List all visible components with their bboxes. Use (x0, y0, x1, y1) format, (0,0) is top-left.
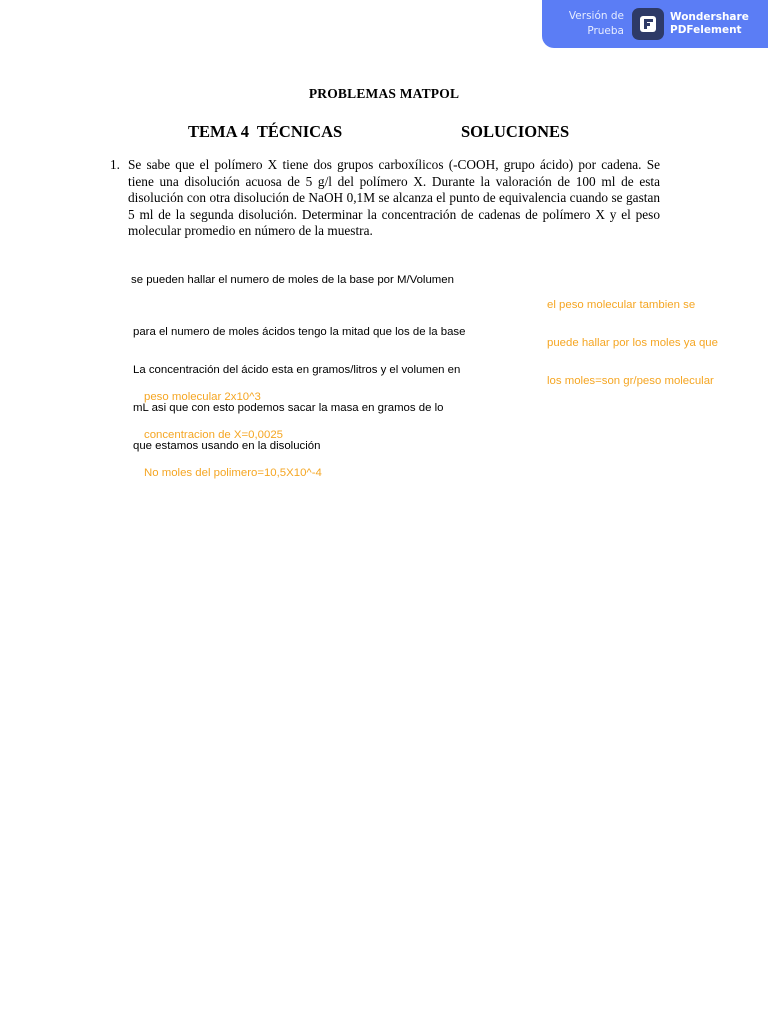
pdfelement-logo-icon (632, 8, 664, 40)
brand-line1: Wondershare (670, 11, 749, 23)
problem-number: 1. (110, 157, 120, 172)
annotation-side-line: el peso molecular tambien se (547, 299, 696, 312)
annotation-side-note (547, 274, 718, 413)
trial-label-line1: Versión de (568, 10, 624, 22)
annotation-results-line: No moles del polimero=10,5X10^-4 (144, 466, 322, 479)
annotation-acids-line: mL asi que con esto podemos sacar la masa en gramos de lo (133, 401, 444, 414)
document-title: PROBLEMAS MATPOL (308, 86, 460, 101)
trial-label-line2: Prueba (587, 25, 624, 37)
annotation-side-line: puede hallar por los moles ya que (547, 336, 718, 349)
annotation-acids-line: para el numero de moles ácidos tengo la mitad que los de la base (133, 326, 466, 339)
brand-line2: PDFelement (670, 24, 742, 36)
section-heading-right: SOLUCIONES (461, 122, 570, 141)
annotation-side-line: los moles=son gr/peso molecular (547, 374, 714, 387)
annotation-moles-base: se pueden hallar el numero de moles de la base por M/Volumen (131, 274, 454, 286)
annotation-results-line: peso molecular 2x10^3 (144, 391, 261, 404)
problem-statement: Se sabe que el polímero X tiene dos grupos carboxílicos (-COOH, grupo ácido) por cadena. Se tiene una disolución acuosa de 5 g/l del polímero X. Durante la valoración de 100 ml de esta disolución con otra disolución de NaOH 0,1M se alcanza el punto de equivalencia cuando se gastan 5 ml de la segunda disolución. Determinar la concentración de cadenas de polímero X y el peso molecular promedio en número de la muestra. (128, 157, 660, 239)
annotation-acids-line: que estamos usando en la disolución (133, 439, 321, 452)
annotation-results (144, 366, 322, 505)
problem-item (110, 157, 660, 240)
annotation-results-line: concentracion de X=0,0025 (144, 428, 284, 441)
trial-watermark-badge[interactable] (542, 0, 768, 48)
trial-label (554, 9, 624, 39)
annotation-acids-line: La concentración del ácido esta en gramos/litros y el volumen en (133, 363, 461, 376)
brand-name (670, 11, 749, 37)
section-heading-left: TEMA 4 TÉCNICAS (188, 122, 343, 141)
